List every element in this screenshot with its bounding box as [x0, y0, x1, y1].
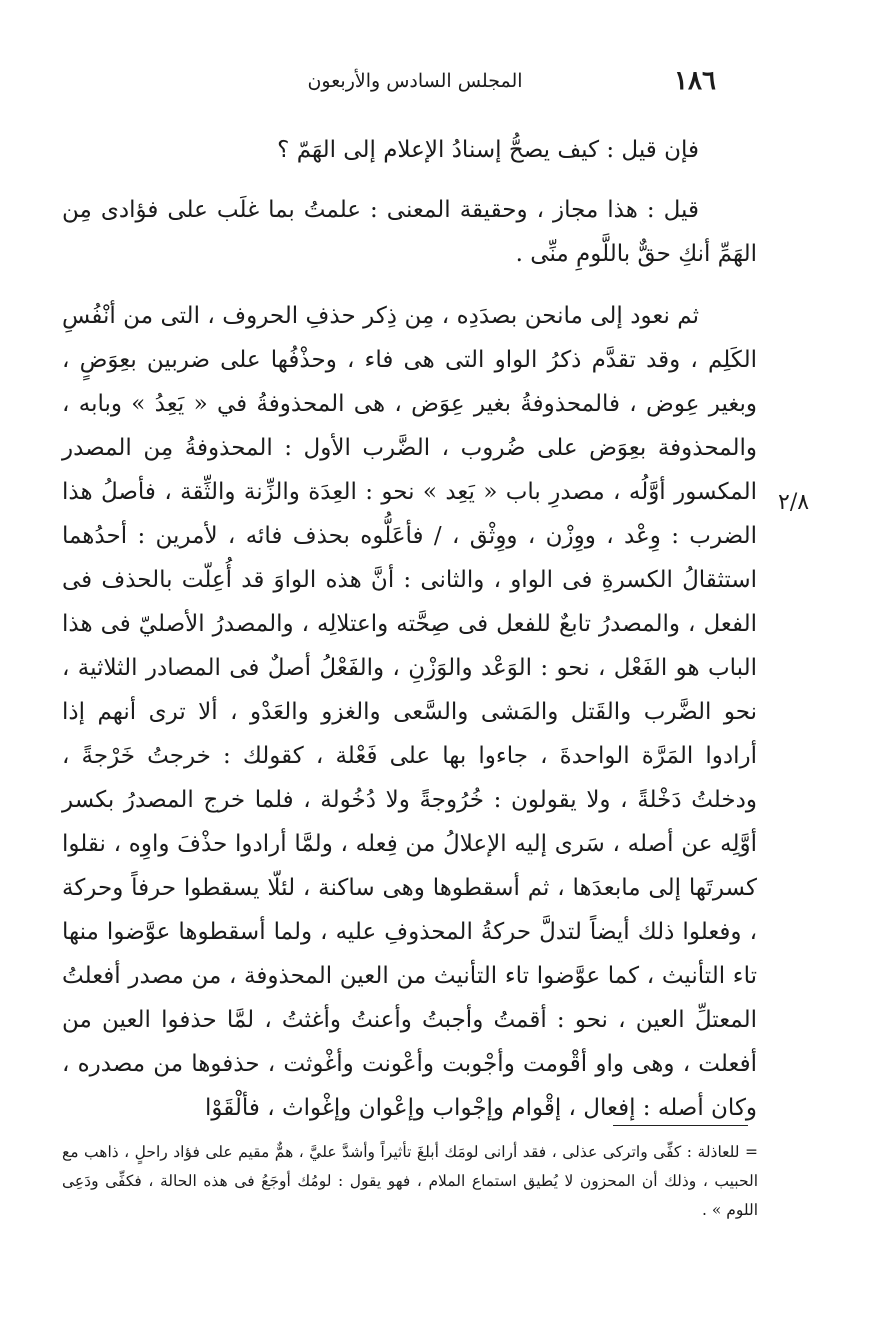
page-number: ١٨٦: [674, 66, 716, 96]
running-title: المجلس السادس والأربعون: [307, 70, 523, 92]
margin-reference: ٢/٨: [778, 490, 810, 515]
answer-paragraph: قيل : هذا مجاز ، وحقيقة المعنى : علمتُ بما غلَب على فؤادى مِن الهَمِّ أنكِ حقٌّ باللَّومِ منِّى .: [62, 197, 757, 267]
discussion-paragraph: ثم نعود إلى مانحن بصدَدِه ، مِن ذِكر حذفِ الحروف ، التى من أنْفُسِ الكَلِم ، وقد تقدَّم ذكرُ الواو التى هى فاء ، وحذْفُها على ضربين بعِوَضٍ ، وبغير عِوض ، فالمحذوفةُ بغير عِوَض ، هى المحذوفةُ في « يَعِدُ » وبابه ، والمحذوفة بعِوَض على ضُروب ، الضَّرب الأول : المحذوفةُ مِن المصدر المكسور أوَّلُه ، مصدرِ باب « يَعِد » نحو : العِدَة والزِّنة والثِّقة ، فأصلُ هذا الضرب : وِعْد ، ووِزْن ، ووِثْق ، / فأعَلُّوه بحذف فائه ، لأمرين : أحدُهما استثقالُ الكسرةِ فى الواو ، والثانى : أنَّ هذه الواوَ قد أُعِلّت بالحذف فى الفعل ، والمصدرُ تابعٌ للفعل فى صِحَّته واعتلالِه ، والمصدرُ الأصليّ فى هذا الباب هو الفَعْل ، نحو : الوَعْد والوَزْنِ ، والفَعْلُ أصلٌ فى المصادر الثلاثية ، نحو الضَّرب والقَتل والمَشى والسَّعى والغزو والعَدْو ، ألا ترى أنهم إذا أرادوا المَرَّة الواحدةَ ، جاءوا بها على فَعْلة ، كقولك : خرجتُ خَرْجةً ، ودخلتُ دَخْلةً ، ولا يقولون : خُرُوجةً ولا دُخُولة ، فلما خرج المصدرُ بكسر أوَّلِه عن أصله ، سَرى إليه الإعلالُ من فِعله ، ولمَّا أرادوا حذْفَ واوِه ، نقلوا كسرتَها إلى مابعدَها ، ثم أسقطوها وهى ساكنة ، لئلّا يسقطوا حرفاً وحركة ، وفعلوا ذلك أيضاً لتدلَّ حركةُ المحذوفِ عليه ، ولما أسقطوها عوَّضوا منها تاء التأنيث ، كما عوَّضوا تاء التأنيث من العين المحذوفة ، من مصدر أفعلتُ المعتلِّ العين ، نحو : أقمتُ وأجبتُ وأعنتُ وأغثتُ ، لمَّا حذفوا العين من أفعلت ، وهى واو أقْومت وأجْوبت وأعْونت وأغْوثت ، حذفوها من مصدره ، وكان أصله : إفعال ، إقْوام وإجْواب وإعْوان وإغْواث ، فألْقَوْا: [62, 303, 757, 1121]
question-paragraph: فإن قيل : كيف يصحُّ إسنادُ الإعلام إلى الهَمّ ؟: [277, 137, 699, 163]
footnote: = للعاذلة : كفِّى واتركى عذلى ، فقد أرانى لومَك أبلغَ تأثيراً وأشدَّ عليَّ ، همٌّ مقيم على فؤاد راحلٍ ، ذاهب مع الحبيب ، وذلك أن المحزون لا يُطيق استماع الملام ، فهو يقول : لومُك أوجَعُ فى هذه الحالة ، فكفِّى ودَعِى اللوم » .: [62, 1143, 758, 1219]
footnote-rule: [613, 1125, 748, 1126]
main-text: [62, 128, 757, 1130]
